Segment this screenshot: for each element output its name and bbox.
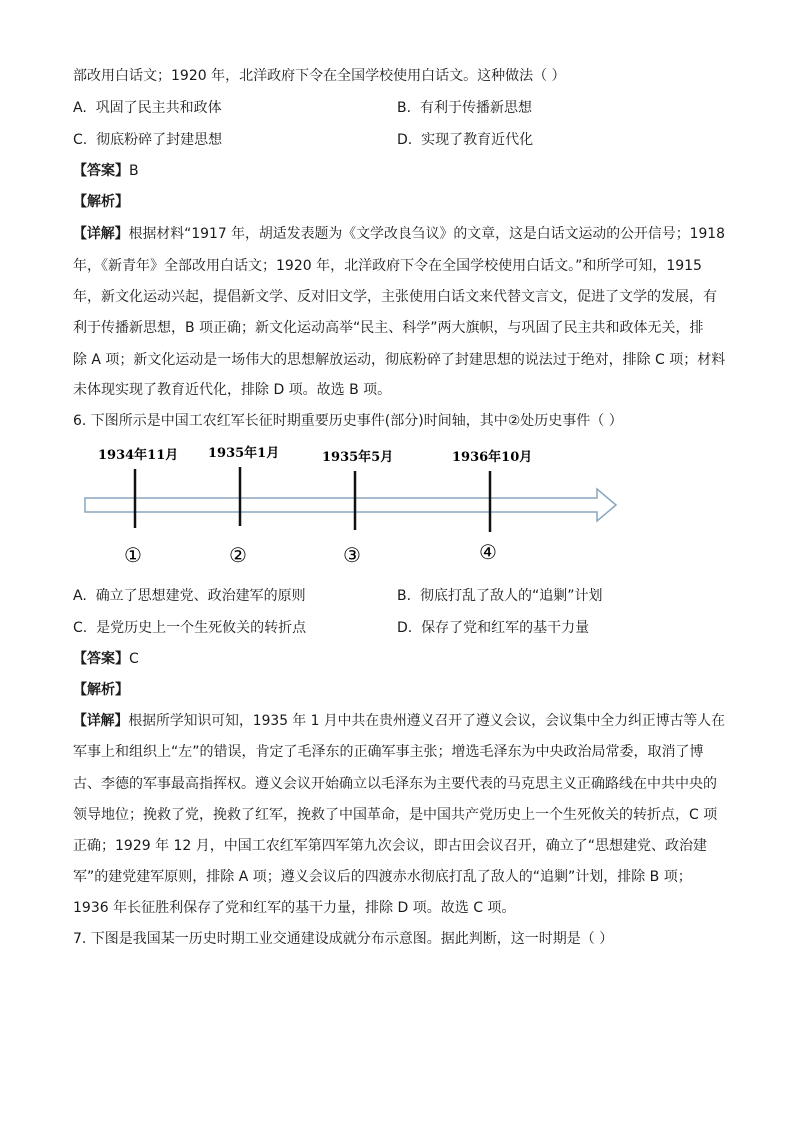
q6-detail-line-5: 正确；1929 年 12 月，中国工农红军第四军第九次会议，即古田会议召开，确立了“思想建党、政治建 bbox=[73, 838, 708, 854]
timeline-marker-1: ① bbox=[124, 543, 142, 567]
q5-detail-line-4: 利于传播新思想，B 项正确；新文化运动高举“民主、科学”两大旗帜，与巩固了民主共和政体无关，排 bbox=[73, 320, 704, 336]
q5-detail-line-5: 除 A 项；新文化运动是一场伟大的思想解放运动，彻底粉碎了封建思想的说法过于绝对，排除 C 项；材料 bbox=[73, 352, 726, 368]
q5-detail-line-2: 年，《新青年》全部改用白话文；1920 年，北洋政府下令在全国学校使用白话文。”和所学可知，1915 bbox=[73, 258, 702, 274]
q6-detail-line-2: 军事上和组织上“左”的错误，肯定了毛泽东的正确军事主张；增选毛泽东为中央政治局常委，取消了博 bbox=[73, 744, 704, 760]
q5-stem-tail: 部改用白话文；1920 年，北洋政府下令在全国学校使用白话文。这种做法（ ） bbox=[73, 68, 566, 84]
q6-analysis-tag: 【解析】 bbox=[73, 682, 129, 698]
q5-option-b: B. 有利于传播新思想 bbox=[397, 100, 532, 116]
q6-option-d: D. 保存了党和红军的基干力量 bbox=[397, 620, 590, 636]
timeline-marker-3: ③ bbox=[343, 543, 361, 567]
q5-detail-line-6: 未体现实现了教育近代化，排除 D 项。故选 B 项。 bbox=[73, 382, 392, 398]
q7-stem: 7. 下图是我国某一历史时期工业交通建设成就分布示意图。据此判断，这一时期是（ ） bbox=[73, 931, 614, 947]
timeline-marker-2: ② bbox=[229, 543, 247, 567]
q6-option-b: B. 彻底打乱了敌人的“追剿”计划 bbox=[397, 588, 603, 604]
timeline-arrow bbox=[85, 489, 616, 521]
timeline-date-3: 1935年5月 bbox=[322, 450, 394, 465]
q6-detail-line-6: 军”的建党建军原则，排除 A 项；遵义会议后的四渡赤水彻底打乱了敌人的“追剿”计划，排除 B 项； bbox=[73, 869, 692, 885]
q5-option-c: C. 彻底粉碎了封建思想 bbox=[73, 132, 223, 148]
q6-option-a: A. 确立了思想建党、政治建军的原则 bbox=[73, 588, 306, 604]
q6-detail-line-3: 古、李德的军事最高指挥权。遵义会议开始确立以毛泽东为主要代表的马克思主义正确路线在中共中央的 bbox=[73, 776, 717, 792]
q5-detail-line-1: 【详解】根据材料“1917 年，胡适发表题为《文学改良刍议》的文章，这是白话文运动的公开信号；1918 bbox=[73, 226, 725, 242]
timeline-date-4: 1936年10月 bbox=[452, 450, 533, 465]
q5-answer: 【答案】B bbox=[73, 163, 139, 179]
q6-timeline-figure bbox=[80, 440, 640, 580]
q5-detail-line-3: 年，新文化运动兴起，提倡新文学、反对旧文学，主张使用白话文来代替文言文，促进了文学的发展，有 bbox=[73, 289, 717, 305]
q6-option-c: C. 是党历史上一个生死攸关的转折点 bbox=[73, 620, 307, 636]
q5-option-a: A. 巩固了民主共和政体 bbox=[73, 100, 222, 116]
q6-detail-line-7: 1936 年长征胜利保存了党和红军的基干力量，排除 D 项。故选 C 项。 bbox=[73, 900, 516, 916]
q5-analysis-tag: 【解析】 bbox=[73, 194, 129, 210]
q6-stem: 6. 下图所示是中国工农红军长征时期重要历史事件(部分)时间轴，其中②处历史事件（ ） bbox=[73, 413, 623, 429]
q6-detail-line-1: 【详解】根据所学知识可知，1935 年 1 月中共在贵州遵义召开了遵义会议，会议集中全力纠正博古等人在 bbox=[73, 713, 725, 729]
timeline-marker-4: ④ bbox=[479, 540, 497, 564]
q6-answer: 【答案】C bbox=[73, 651, 139, 667]
timeline-date-1: 1934年11月 bbox=[98, 448, 179, 463]
timeline-date-2: 1935年1月 bbox=[208, 446, 280, 461]
q6-detail-line-4: 领导地位；挽救了党，挽救了红军，挽救了中国革命，是中国共产党历史上一个生死攸关的转折点，C 项 bbox=[73, 807, 718, 823]
q5-option-d: D. 实现了教育近代化 bbox=[397, 132, 534, 148]
